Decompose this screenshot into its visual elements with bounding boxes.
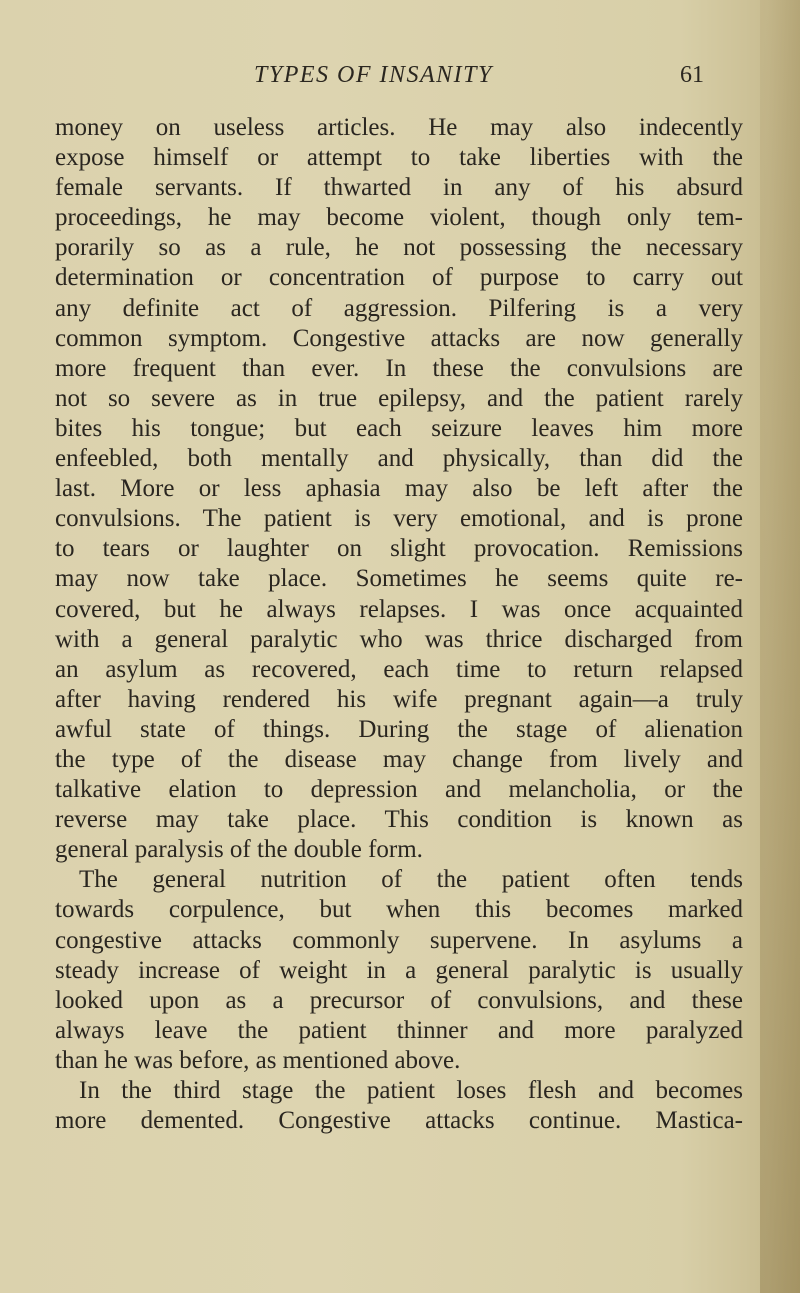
text-line: not so severe as in true epilepsy, and the patient rarely — [55, 384, 743, 412]
text-line: enfeebled, both mentally and physically, than did the — [55, 445, 743, 473]
page-number: 61 — [680, 62, 704, 88]
text-line: money on useless articles. He may also indecently — [55, 114, 743, 141]
text-line: common symptom. Congestive attacks are now generally — [55, 324, 743, 352]
text-line: awful state of things. During the stage of alienation — [55, 715, 743, 743]
running-title: TYPES OF INSANITY — [254, 62, 493, 88]
text-line: any definite act of aggression. Pilfering is a very — [55, 294, 743, 322]
text-line: congestive attacks commonly supervene. In asylums a — [55, 926, 743, 954]
text-line: may now take place. Sometimes he seems quite re- — [55, 565, 743, 593]
text-line: general paralysis of the double form. — [55, 836, 423, 864]
text-line: the type of the disease may change from lively and — [55, 745, 743, 773]
text-line: proceedings, he may become violent, though only tem- — [55, 204, 743, 232]
text-line: reverse may take place. This condition is known as — [55, 806, 743, 834]
text-line: with a general paralytic who was thrice discharged from — [55, 625, 743, 653]
text-line: to tears or laughter on slight provocation. Remissions — [55, 535, 743, 563]
running-head — [0, 62, 800, 98]
text-line: female servants. If thwarted in any of his absurd — [55, 174, 743, 202]
text-line: after having rendered his wife pregnant again—a truly — [55, 685, 743, 713]
text-line: convulsions. The patient is very emotional, and is prone — [55, 505, 743, 533]
text-line: determination or concentration of purpose to carry out — [55, 264, 743, 292]
text-line: than he was before, as mentioned above. — [55, 1046, 461, 1074]
paragraph-start-line: In the third stage the patient loses flesh and becomes — [79, 1077, 743, 1104]
text-line: talkative elation to depression and melancholia, or the — [55, 776, 743, 804]
text-line: looked upon as a precursor of convulsions, and these — [55, 986, 743, 1014]
text-line: porarily so as a rule, he not possessing the necessary — [55, 234, 743, 262]
text-line: more frequent than ever. In these the convulsions are — [55, 354, 743, 382]
text-line: expose himself or attempt to take liberties with the — [55, 144, 743, 172]
paragraph-start-line: The general nutrition of the patient often tends — [79, 866, 743, 894]
body-text — [55, 113, 743, 1136]
text-line: bites his tongue; but each seizure leaves him more — [55, 414, 743, 442]
text-line: always leave the patient thinner and more paralyzed — [55, 1016, 743, 1044]
text-line: towards corpulence, but when this becomes marked — [55, 896, 743, 924]
text-line: an asylum as recovered, each time to return relapsed — [55, 655, 743, 683]
text-line: steady increase of weight in a general paralytic is usually — [55, 956, 743, 984]
text-line: more demented. Congestive attacks continue. Mastica- — [55, 1107, 743, 1135]
text-line: covered, but he always relapses. I was once acquainted — [55, 595, 743, 623]
page-edge-discoloration — [760, 0, 800, 1293]
text-line: last. More or less aphasia may also be left after the — [55, 475, 743, 503]
